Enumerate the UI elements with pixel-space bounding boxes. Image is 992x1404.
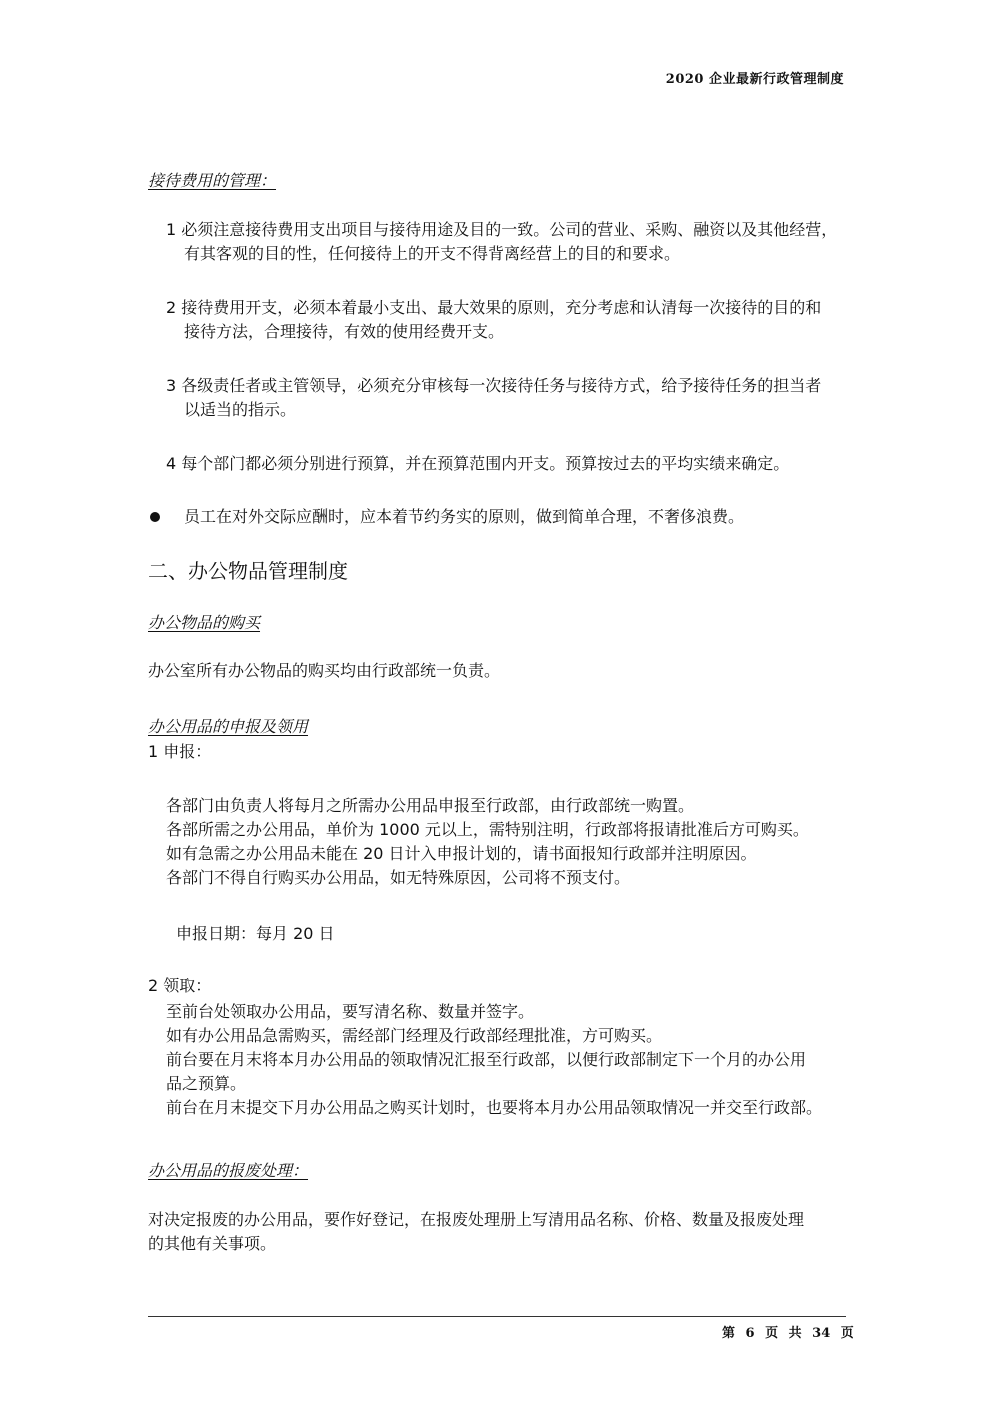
section-title-reception: 接待费用的管理： [148,171,277,190]
apply-line: 各部门由负责人将每月之所需办公用品申报至行政部，由行政部统一购置。 [166,796,695,815]
receive-label: 2 领取： [148,976,212,995]
receive-line: 品之预算。 [166,1074,247,1093]
section-heading-office-supplies: 二、办公物品管理制度 [148,559,348,583]
bullet-text: 员工在对外交际应酬时，应本着节约务实的原则，做到简单合理，不奢侈浪费。 [184,507,745,526]
receive-line: 前台在月末提交下月办公用品之购买计划时，也要将本月办公用品领取情况一并交至行政部。 [166,1098,823,1117]
item-line-cont: 有其客观的目的性，任何接待上的开支不得背离经营上的目的和要求。 [184,244,681,263]
receive-line: 至前台处领取办公用品，要写清名称、数量并签字。 [166,1002,535,1021]
item-line-cont: 接待方法，合理接待，有效的使用经费开支。 [184,322,505,341]
apply-lines [166,794,809,890]
receive-line: 前台要在月末将本月办公用品的领取情况汇报至行政部，以便行政部制定下一个月的办公用 [166,1050,807,1069]
subsection-title-scrap: 办公用品的报废处理： [148,1161,309,1180]
item-line: 3 各级责任者或主管领导，必须充分审核每一次接待任务与接待方式，给予接待任务的担当者 [166,376,822,395]
page-number: 第 6 页 共 34 页 [722,1326,854,1341]
footer-divider [148,1316,846,1317]
receive-lines [166,1000,822,1120]
apply-label: 1 申报： [148,742,212,761]
scrap-line: 对决定报废的办公用品，要作好登记，在报废处理册上写清用品名称、价格、数量及报废处理 [148,1210,805,1229]
item-line: 4 每个部门都必须分别进行预算，并在预算范围内开支。预算按过去的平均实绩来确定。 [166,454,790,473]
apply-date: 申报日期：每月 20 日 [176,924,335,943]
reception-item-2 [166,296,882,344]
receive-line: 如有办公用品急需购买，需经部门经理及行政部经理批准，方可购买。 [166,1026,663,1045]
bullet-icon [150,512,160,522]
subsection-title-apply: 办公用品的申报及领用 [148,717,309,736]
apply-line: 如有急需之办公用品未能在 20 日计入申报计划的，请书面报知行政部并注明原因。 [166,844,757,863]
item-line: 2 接待费用开支，必须本着最小支出、最大效果的原则，充分考虑和认清每一次接待的目的和 [166,298,822,317]
item-line-cont: 以适当的指示。 [184,400,297,419]
purchase-text: 办公室所有办公物品的购买均由行政部统一负责。 [148,661,501,680]
reception-item-1 [166,218,882,266]
subsection-title-purchase: 办公物品的购买 [148,613,261,632]
scrap-line: 的其他有关事项。 [148,1234,277,1253]
apply-line: 各部门不得自行购买办公用品，如无特殊原因，公司将不预支付。 [166,868,631,887]
apply-line: 各部所需之办公用品，单价为 1000 元以上，需特别注明，行政部将报请批准后方可购买。 [166,820,809,839]
page-header-title: 2020 企业最新行政管理制度 [665,72,844,87]
item-line: 1 必须注意接待费用支出项目与接待用途及目的一致。公司的营业、采购、融资以及其他经营， [166,220,838,239]
scrap-text [148,1208,804,1256]
reception-item-3 [166,374,882,422]
reception-item-4 [166,452,882,476]
